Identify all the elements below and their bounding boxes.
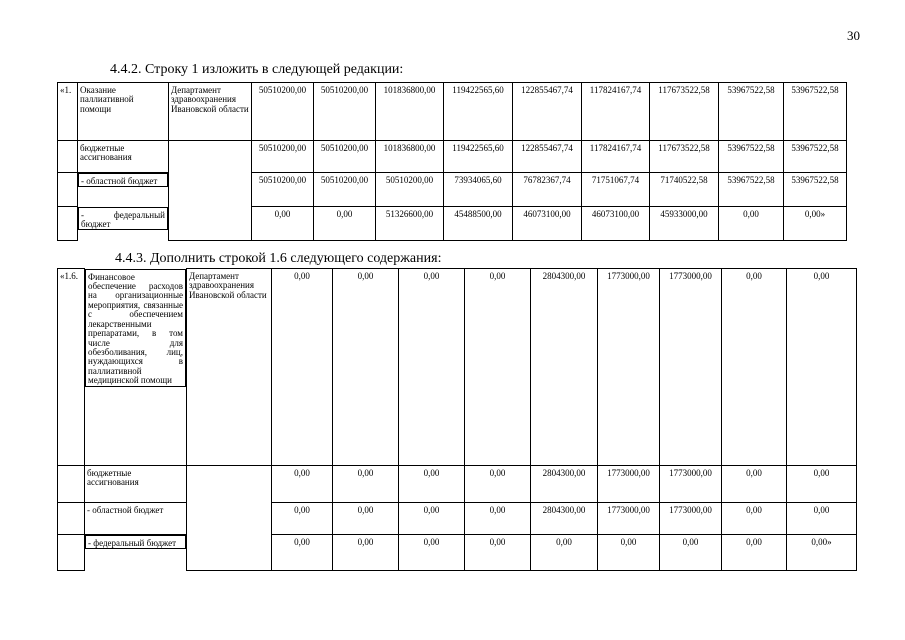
value-cell: 0,00: [722, 466, 787, 503]
table-row-1-edition: [57, 82, 847, 241]
value-cell: 0,00: [333, 535, 399, 571]
section-heading-4-4-3: 4.4.3. Дополнить строкой 1.6 следующего содержания:: [115, 251, 442, 266]
value-cell: 53967522,58: [784, 141, 847, 173]
value-cell: 53967522,58: [784, 83, 847, 141]
row-name-cell: бюджетные ассигнования: [85, 466, 187, 503]
value-cell: 0,00: [660, 535, 722, 571]
page-number: 30: [847, 28, 860, 43]
value-cell: 1773000,00: [598, 503, 660, 535]
value-cell: 117673522,58: [650, 141, 719, 173]
table-row: [58, 503, 857, 535]
row-number-cell: [58, 535, 85, 571]
row-name-cell: - федеральный бюджет: [78, 207, 168, 231]
value-cell: 117673522,58: [650, 83, 719, 141]
department-cell-empty: [187, 466, 272, 571]
value-cell: 45933000,00: [650, 207, 719, 241]
value-cell: 53967522,58: [719, 141, 784, 173]
value-cell: 53967522,58: [719, 173, 784, 207]
row-name-cell: - областной бюджет: [85, 503, 187, 535]
row-number-cell: [58, 503, 85, 535]
value-cell: 0,00»: [784, 207, 847, 241]
value-cell: 0,00: [399, 269, 465, 466]
row-name-cell: Оказание паллиативной помощи: [78, 83, 169, 141]
value-cell: 0,00: [722, 269, 787, 466]
value-cell: 50510200,00: [252, 141, 314, 173]
value-cell: 0,00: [787, 503, 857, 535]
value-cell: 51326600,00: [376, 207, 444, 241]
row-name-cell: - областной бюджет: [78, 173, 168, 187]
value-cell: 0,00: [719, 207, 784, 241]
value-cell: 71740522,58: [650, 173, 719, 207]
row-number-cell: «1.: [58, 83, 78, 141]
value-cell: 101836800,00: [376, 141, 444, 173]
table-row: [58, 535, 857, 571]
row-number-cell: [58, 173, 78, 207]
value-cell: 1773000,00: [598, 466, 660, 503]
value-cell: 0,00: [272, 535, 333, 571]
value-cell: 46073100,00: [582, 207, 650, 241]
table-row: [58, 466, 857, 503]
value-cell: 0,00: [465, 535, 531, 571]
value-cell: 117824167,74: [582, 141, 650, 173]
value-cell: 0,00: [722, 503, 787, 535]
value-cell: 2804300,00: [531, 466, 598, 503]
table-row-1-6: [57, 268, 857, 571]
value-cell: 0,00: [787, 466, 857, 503]
row-name-cell: - федеральный бюджет: [85, 535, 186, 549]
department-cell: Департамент здравоохранения Ивановской области: [169, 83, 252, 141]
value-cell: 0,00: [314, 207, 376, 241]
value-cell: 50510200,00: [252, 83, 314, 141]
value-cell: 50510200,00: [314, 173, 376, 207]
value-cell: 53967522,58: [719, 83, 784, 141]
value-cell: 45488500,00: [444, 207, 513, 241]
value-cell: 0,00: [465, 466, 531, 503]
table-row: [58, 141, 847, 173]
value-cell: 2804300,00: [531, 503, 598, 535]
value-cell: 46073100,00: [513, 207, 582, 241]
value-cell: 122855467,74: [513, 141, 582, 173]
value-cell: 0,00: [787, 269, 857, 466]
value-cell: 71751067,74: [582, 173, 650, 207]
row-number-cell: [58, 207, 78, 241]
value-cell: 0,00: [399, 503, 465, 535]
department-cell-empty: [169, 141, 252, 241]
value-cell: 0,00: [252, 207, 314, 241]
value-cell: 0,00: [531, 535, 598, 571]
value-cell: 53967522,58: [784, 173, 847, 207]
value-cell: 0,00: [333, 269, 399, 466]
table-row: [58, 83, 847, 141]
department-cell: Департамент здравоохранения Ивановской области: [187, 269, 272, 466]
value-cell: 0,00: [399, 466, 465, 503]
row-number-cell: [58, 466, 85, 503]
value-cell: 117824167,74: [582, 83, 650, 141]
row-name-cell: Финансовое обеспечение расходов на организационные мероприятия, связанные с обеспечением лекарственными препаратами, в том числе для обезболивания, лиц, нуждающихся в паллиативной медицинской помощи: [85, 269, 186, 387]
value-cell: 0,00: [465, 269, 531, 466]
row-number-cell: [58, 141, 78, 173]
value-cell: 0,00: [722, 535, 787, 571]
value-cell: 122855467,74: [513, 83, 582, 141]
value-cell: 2804300,00: [531, 269, 598, 466]
value-cell: 119422565,60: [444, 141, 513, 173]
section-heading-4-4-2: 4.4.2. Строку 1 изложить в следующей редакции:: [110, 62, 404, 77]
value-cell: 50510200,00: [252, 173, 314, 207]
value-cell: 50510200,00: [376, 173, 444, 207]
value-cell: 50510200,00: [314, 83, 376, 141]
value-cell: 1773000,00: [660, 466, 722, 503]
value-cell: 119422565,60: [444, 83, 513, 141]
value-cell: 1773000,00: [598, 269, 660, 466]
value-cell: 0,00: [272, 269, 333, 466]
value-cell: 0,00»: [787, 535, 857, 571]
value-cell: 50510200,00: [314, 141, 376, 173]
value-cell: 0,00: [272, 503, 333, 535]
value-cell: 1773000,00: [660, 269, 722, 466]
value-cell: 0,00: [598, 535, 660, 571]
value-cell: 0,00: [465, 503, 531, 535]
value-cell: 1773000,00: [660, 503, 722, 535]
table-row: [58, 269, 857, 466]
value-cell: 0,00: [333, 466, 399, 503]
row-name-cell: бюджетные ассигнования: [78, 141, 169, 173]
value-cell: 0,00: [272, 466, 333, 503]
value-cell: 76782367,74: [513, 173, 582, 207]
value-cell: 73934065,60: [444, 173, 513, 207]
value-cell: 0,00: [399, 535, 465, 571]
value-cell: 101836800,00: [376, 83, 444, 141]
value-cell: 0,00: [333, 503, 399, 535]
row-number-cell: «1.6.: [58, 269, 85, 466]
